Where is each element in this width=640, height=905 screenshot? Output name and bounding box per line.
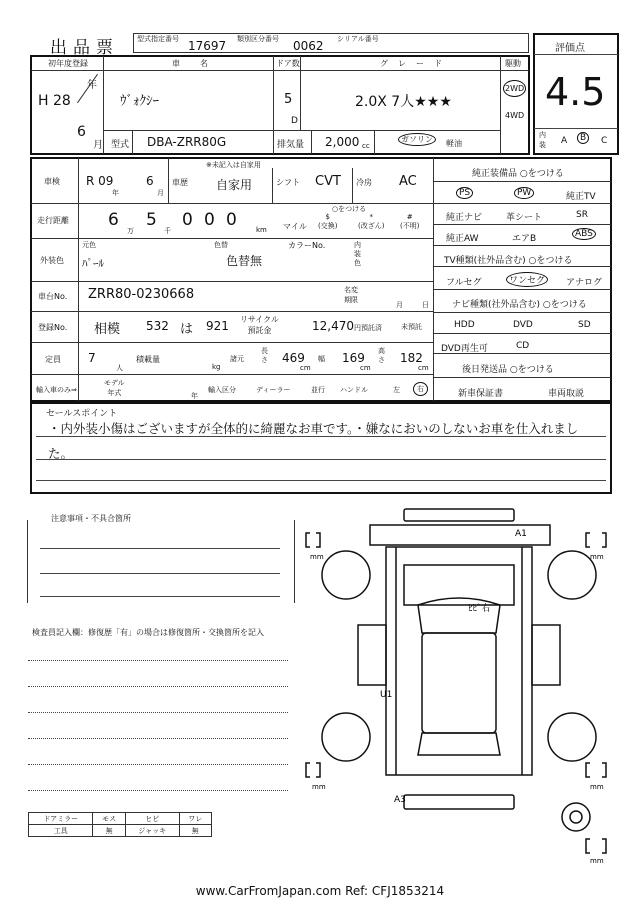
interior-color-label: 内 装 色: [354, 241, 361, 267]
grade-label: グレード: [380, 59, 452, 68]
legend-break: ワレ: [179, 813, 211, 825]
recycle-suffix: 円預託済: [354, 324, 382, 332]
legend-jack: ジャッキ: [125, 825, 179, 837]
repaint-label: 色替: [214, 241, 228, 249]
bracket: [306, 533, 310, 547]
sales-label: セールスポイント: [46, 409, 118, 419]
reg-month-unit: 月: [93, 140, 103, 151]
damage-windshield: ﾋﾋﾞ右: [468, 604, 491, 614]
model-year-unit: 年: [191, 392, 198, 400]
mileage-d3: 0: [182, 210, 193, 230]
mileage-circle-label: ○をつける: [332, 205, 367, 213]
warranty: 新車保証書: [458, 389, 504, 399]
recycle-unsettled: 未預託: [401, 323, 422, 331]
sales-line1: ・内外装小傷はございますが全体的に綺麗なお車です。・嫌なにおいのしないお車を仕入れまし: [48, 421, 579, 436]
inspector-rule: [28, 764, 288, 765]
inspector-rule: [28, 686, 288, 687]
drive-2wd: 2WD: [503, 80, 526, 97]
sales-line2: た。: [48, 446, 74, 461]
hood: [404, 565, 514, 605]
plate-label: 登録No.: [38, 323, 68, 332]
right-doors: [532, 625, 560, 685]
legend-crack: ヒビ: [125, 813, 179, 825]
grade: 2.0X 7人★★★: [355, 94, 452, 110]
mileage-d4: 0: [204, 210, 215, 230]
mileage-altered: * (改ざん): [358, 213, 385, 230]
equip-airbag: エアB: [512, 234, 537, 244]
legend-table: [28, 812, 212, 837]
car-diagram: [300, 505, 620, 865]
mm-unit: mm: [312, 783, 326, 791]
row1-headline: [31, 70, 529, 71]
class-no: 0062: [293, 39, 324, 53]
damage-u1: U1: [380, 690, 393, 700]
hline: [31, 311, 433, 312]
mileage-d2: 5: [146, 210, 157, 230]
height: 182: [400, 351, 423, 365]
mileage-km: km: [256, 226, 267, 234]
load-kg: kg: [212, 363, 221, 371]
inspector-rule: [28, 712, 288, 713]
form-title: 出品票: [50, 38, 119, 58]
eq-hline: [434, 333, 611, 334]
legend-tools: 工具: [29, 825, 93, 837]
drive-label: 駆動: [505, 59, 521, 68]
mileage-d5: 0: [226, 210, 237, 230]
door-type: D: [291, 116, 298, 126]
hline: [31, 374, 433, 375]
vline: [500, 56, 501, 154]
capacity: 7: [88, 351, 96, 365]
import-label: 輸入車のみ⇒: [36, 386, 77, 394]
damage-a3: A3: [394, 795, 406, 805]
bracket: [602, 839, 606, 853]
eq-hline: [434, 312, 611, 313]
wheel-rear-right: [548, 713, 596, 761]
name-change-day: 日: [422, 301, 429, 309]
mileage-mile: マイル: [283, 222, 307, 231]
model-label: 型式: [111, 140, 130, 150]
spare-tire-hub: [570, 811, 582, 823]
notes-rule: [40, 548, 280, 549]
footer-ref: www.CarFromJapan.com Ref: CFJ1853214: [195, 884, 445, 898]
equip-abs: ABS: [572, 228, 596, 240]
body-sides: [396, 547, 522, 775]
type-no-label: 型式指定番号: [137, 35, 179, 43]
eq-hline: [434, 245, 611, 246]
legend-jack-val: 無: [179, 825, 211, 837]
legend-mirror-val: モス: [93, 813, 125, 825]
wheel-front-right: [548, 551, 596, 599]
notes-rule: [40, 573, 280, 574]
model-year-label: モデル 年式: [104, 379, 125, 397]
notes-label: 注意事項・不具合箇所: [48, 513, 134, 524]
orig-color-label: 元色: [82, 241, 96, 249]
vline: [168, 158, 169, 203]
mm-unit: mm: [590, 857, 604, 865]
bracket: [586, 533, 590, 547]
capacity-label: 定員: [45, 355, 61, 364]
interior-b: B: [577, 132, 589, 144]
plate-region: 相模: [94, 322, 121, 337]
vline: [272, 168, 273, 203]
eq-hline: [434, 289, 611, 290]
score-divider: [534, 54, 618, 55]
tv-fullseg: フルセグ: [446, 278, 482, 288]
tv-analog: アナログ: [566, 278, 603, 288]
len: 469: [282, 351, 305, 365]
displacement-label: 排気量: [277, 140, 305, 150]
class-no-label: 類別区分番号: [237, 35, 279, 43]
inspect-month-unit: 月: [157, 189, 164, 197]
recycle: 12,470: [312, 319, 354, 333]
eq-hline: [434, 181, 611, 182]
import-parallel: 並行: [311, 386, 325, 394]
inspector-rule: [28, 660, 288, 661]
rear-bumper: [404, 795, 514, 809]
equip-tv: 純正TV: [566, 192, 596, 202]
capacity-person: 人: [116, 364, 123, 372]
len-label: 長 さ: [261, 347, 268, 364]
inspector-rule: [28, 790, 288, 791]
reg-era: H 28: [38, 93, 71, 109]
serial-label: シリアル番号: [337, 35, 379, 43]
eq-hline: [434, 203, 611, 204]
inspect-month: 6: [146, 174, 154, 188]
vline: [300, 56, 301, 130]
width: 169: [342, 351, 365, 365]
handle-label: ハンドル: [340, 386, 368, 394]
recycle-label: リサイクル 預託金: [240, 315, 279, 335]
bracket: [586, 763, 590, 777]
bracket: [586, 839, 590, 853]
chassis: ZRR80-0230668: [88, 287, 195, 302]
mileage-swap: $ (交換): [318, 213, 338, 230]
vline: [132, 131, 133, 154]
label-col: [78, 158, 79, 401]
vline: [374, 131, 375, 154]
ac: AC: [399, 174, 417, 189]
hline: [31, 238, 433, 239]
interior-a: A: [561, 136, 568, 146]
type-no: 17697: [188, 39, 227, 53]
color-no-label: カラーNo.: [288, 241, 326, 250]
name-change-month: 月: [396, 301, 403, 309]
interior-label: 内装: [539, 131, 546, 149]
media-sd: SD: [578, 320, 591, 330]
mileage-d1: 6: [108, 210, 119, 230]
ac-label: 冷房: [356, 178, 372, 187]
chassis-label: 車台No.: [38, 292, 68, 301]
equip-sr: SR: [576, 210, 588, 220]
handle-left: 左: [393, 386, 400, 394]
vline: [273, 131, 274, 154]
media-dvd: DVD: [513, 320, 533, 330]
vline: [273, 56, 274, 130]
inspect-label: 車検: [44, 177, 60, 186]
send-label: 後日発送品 ○をつける: [462, 365, 554, 375]
front-bumper: [404, 509, 514, 521]
handle-right: 右: [413, 382, 428, 396]
equip-ps: PS: [456, 187, 473, 199]
body-outline: [386, 547, 532, 775]
media-cd: CD: [516, 341, 530, 351]
vline: [103, 56, 104, 154]
legend-tools-val: 無: [93, 825, 125, 837]
height-label: 高 さ: [378, 347, 385, 364]
tv-label: TV種類(社外品含む) ○をつける: [444, 256, 573, 266]
eq-hline: [434, 266, 611, 267]
reg-month: 6: [77, 124, 86, 140]
equip-nav: 純正ナビ: [446, 213, 483, 223]
equip-divider: [433, 158, 434, 401]
car-name: ｳﾞｫｸｼｰ: [120, 94, 159, 109]
color: ﾊﾟｰﾙ: [82, 257, 104, 270]
spare-tire: [562, 803, 590, 831]
width-cm: cm: [360, 364, 371, 372]
navi-type-label: ナビ種類(社外品含む) ○をつける: [452, 300, 587, 310]
interior-divider: [534, 128, 618, 129]
name-change-label: 名変 期限: [344, 286, 358, 304]
rear-window: [418, 733, 500, 755]
eq-hline: [434, 377, 611, 378]
repaint: 色替無: [226, 254, 263, 268]
load-label: 積載量: [136, 355, 160, 364]
color-label: 外装色: [40, 256, 64, 265]
mm-unit: mm: [310, 553, 324, 561]
score-value: 4.5: [545, 70, 606, 114]
inspector-rule: [28, 738, 288, 739]
wheel-front-left: [322, 551, 370, 599]
equip-aw: 純正AW: [446, 234, 479, 244]
hline: [31, 342, 433, 343]
doors: 5: [284, 92, 293, 107]
vline: [352, 168, 353, 203]
dims-label: 諸元: [230, 355, 244, 363]
note-label: ※未記入は自家用: [206, 161, 261, 169]
notes-rule: [40, 596, 280, 597]
bracket: [602, 533, 606, 547]
sales-rule2: [36, 459, 606, 460]
hline: [104, 130, 500, 131]
media-hdd: HDD: [454, 320, 475, 330]
eq-hline: [434, 224, 611, 225]
import-type-label: 輸入区分: [208, 386, 236, 394]
bracket: [306, 763, 310, 777]
roof: [422, 633, 496, 733]
fuel-light: 軽油: [446, 139, 462, 148]
fuel-gas: ガソリン: [398, 133, 436, 146]
bracket: [316, 763, 320, 777]
eq-hline: [434, 353, 611, 354]
inspect-year: 年: [112, 189, 119, 197]
left-doors: [358, 625, 386, 685]
plate-number: 921: [206, 319, 229, 333]
mileage-unknown: # (不明): [400, 213, 420, 230]
manual: 車両取説: [548, 389, 585, 399]
legend-mirror: ドアミラー: [29, 813, 93, 825]
drive-4wd: 4WD: [505, 111, 525, 120]
model: DBA-ZRR80G: [147, 135, 227, 149]
mileage-sen: 千: [164, 227, 171, 235]
doors-label: ドア数: [276, 59, 300, 68]
shift: CVT: [315, 174, 341, 189]
inspector-label: 検査員記入欄：修復歴「有」の場合は修復箇所・交換箇所を記入: [32, 628, 264, 637]
displacement: 2,000: [325, 135, 360, 149]
wheel-rear-left: [322, 713, 370, 761]
equip-leather: 革シート: [506, 213, 543, 223]
car-name-label: 車名: [172, 59, 228, 68]
width-label: 幅: [318, 355, 325, 363]
hline: [31, 281, 433, 282]
interior-c: C: [601, 136, 608, 146]
hline: [31, 203, 433, 204]
sales-rule3: [36, 480, 606, 481]
mileage-man: 万: [127, 227, 134, 235]
mm-unit: mm: [590, 553, 604, 561]
reg-label: 初年度登録: [48, 59, 88, 68]
import-dealer: ディーラー: [256, 386, 291, 394]
history: 自家用: [216, 178, 253, 192]
mileage-label: 走行距離: [37, 216, 69, 225]
reg-year-unit: 年: [87, 80, 97, 91]
damage-a1: A1: [515, 529, 527, 539]
history-label: 車歴: [172, 178, 188, 187]
plate-class: 532: [146, 319, 169, 333]
bracket: [316, 533, 320, 547]
cc-unit: cc: [362, 142, 370, 150]
tv-oneseg: ワンセグ: [506, 272, 548, 287]
sales-rule1: [36, 436, 606, 437]
inspect: R 09: [86, 174, 114, 188]
height-cm: cm: [418, 364, 429, 372]
equip-pw: PW: [514, 187, 534, 199]
equip-label: 純正装備品 ○をつける: [472, 169, 564, 179]
media-dvd-play: DVD再生可: [441, 344, 488, 354]
notes-bracket: [27, 520, 295, 603]
score-label: 評価点: [555, 43, 585, 54]
len-cm: cm: [300, 364, 311, 372]
bracket: [602, 763, 606, 777]
shift-label: シフト: [276, 178, 300, 187]
mm-unit: mm: [590, 783, 604, 791]
vline: [311, 131, 312, 154]
plate-kana: は: [180, 322, 194, 337]
